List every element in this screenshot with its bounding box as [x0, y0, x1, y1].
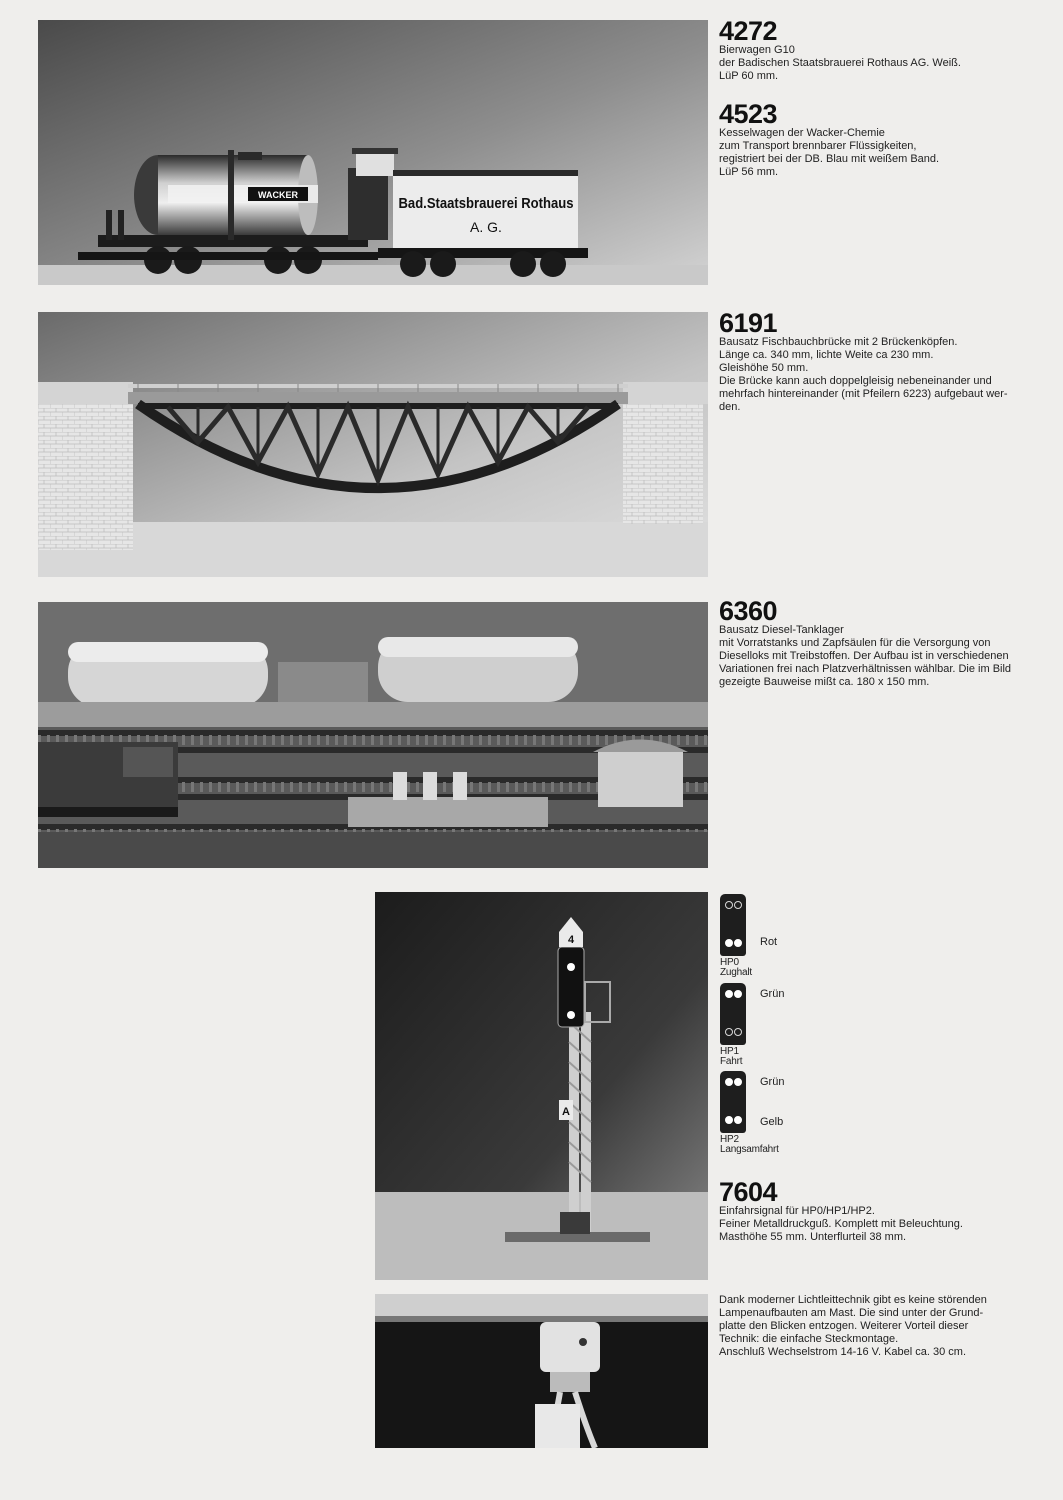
tank-logo: WACKER — [258, 190, 298, 200]
product-6191 — [719, 310, 1008, 414]
footnote-line: Dank moderner Lichtleittechnik gibt es keine störenden — [719, 1294, 987, 1306]
product-desc-line: mehrfach hintereinander (mit Pfeilern 6223) aufgebaut wer- — [719, 388, 1008, 400]
lamp-bottom-right — [734, 939, 742, 947]
product-desc-line: Bierwagen G10 — [719, 44, 795, 56]
beer-wagon-line2: A. G. — [470, 219, 502, 235]
photo-bridge — [38, 312, 708, 577]
lamp-top-right — [734, 901, 742, 909]
photo-signal-underfloor — [375, 1294, 708, 1448]
beer-wagon-line1: Bad.Staatsbrauerei Rothaus — [398, 195, 574, 212]
product-desc-line: Die Brücke kann auch doppelgleisig nebeneinander und — [719, 375, 992, 387]
aspect-code: HP1 — [720, 1046, 739, 1057]
footnote-line: Technik: die einfache Steckmontage. — [719, 1333, 899, 1345]
signal-head-diagram — [720, 1071, 746, 1133]
lamp-bottom-left — [725, 1028, 733, 1036]
aspect-top-label: Grün — [760, 988, 785, 1000]
signal-footnote — [719, 1294, 987, 1359]
product-desc-line: LüP 60 mm. — [719, 70, 779, 82]
aspect-bottom-label: Gelb — [760, 1116, 784, 1128]
lamp-top-right — [734, 990, 742, 998]
lamp-top-left — [725, 901, 733, 909]
product-7604 — [719, 1179, 963, 1244]
product-desc-line: Kesselwagen der Wacker-Chemie — [719, 127, 885, 139]
signal-plate-mid: A — [562, 1106, 570, 1118]
lamp-bottom-left — [725, 1116, 733, 1124]
signal-head-diagram — [720, 894, 746, 956]
product-number: 6191 — [719, 308, 778, 338]
product-number: 7604 — [719, 1177, 778, 1207]
lamp-bottom-left — [725, 939, 733, 947]
product-4523 — [719, 101, 939, 179]
footnote-line: Anschluß Wechselstrom 14-16 V. Kabel ca. 30 cm. — [719, 1346, 967, 1358]
aspect-code: HP2 — [720, 1134, 739, 1145]
lamp-top-left — [725, 990, 733, 998]
product-number: 4523 — [719, 99, 778, 129]
aspect-top-label: Grün — [760, 1076, 785, 1088]
product-desc-line: Variationen frei nach Platzverhältnissen wählbar. Die im Bild — [719, 663, 1012, 675]
product-desc-line: Einfahrsignal für HP0/HP1/HP2. — [719, 1205, 875, 1217]
product-desc-line: zum Transport brennbarer Flüssigkeiten, — [719, 140, 917, 152]
product-desc-line: Bausatz Diesel-Tanklager — [719, 624, 844, 636]
product-desc-line: den. — [719, 401, 741, 413]
photo-wagons — [38, 20, 708, 285]
product-desc-line: Feiner Metalldruckguß. Komplett mit Beleuchtung. — [719, 1218, 963, 1230]
photo-signal — [375, 892, 708, 1280]
signal-plate-top: 4 — [567, 934, 575, 946]
photo-diesel-depot — [38, 602, 708, 868]
aspect-name: Langsamfahrt — [720, 1144, 779, 1155]
signal-head-diagram — [720, 983, 746, 1045]
product-desc-line: registriert bei der DB. Blau mit weißem Band. — [719, 153, 940, 165]
aspect-bottom-label: Rot — [760, 936, 778, 948]
lamp-bottom-right — [734, 1116, 742, 1124]
lamp-top-left — [725, 1078, 733, 1086]
footnote-line: platte den Blicken entzogen. Weiterer Vorteil dieser — [719, 1320, 969, 1332]
aspect-code: HP0 — [720, 957, 739, 968]
product-desc-line: gezeigte Bauweise mißt ca. 180 x 150 mm. — [719, 676, 930, 688]
footnote-line: Lampenaufbauten am Mast. Die sind unter der Grund- — [719, 1307, 984, 1319]
product-number: 4272 — [719, 16, 778, 46]
product-desc-line: Bausatz Fischbauchbrücke mit 2 Brückenköpfen. — [719, 336, 958, 348]
product-4272 — [719, 18, 961, 83]
product-desc-line: Masthöhe 55 mm. Unterflurteil 38 mm. — [719, 1231, 907, 1243]
lamp-bottom-right — [734, 1028, 742, 1036]
product-desc-line: Gleishöhe 50 mm. — [719, 362, 809, 374]
product-desc-line: Dieselloks mit Treibstoffen. Der Aufbau ist in verschiedenen — [719, 650, 1009, 662]
product-desc-line: mit Vorratstanks und Zapfsäulen für die Versorgung von — [719, 637, 991, 649]
product-number: 6360 — [719, 596, 778, 626]
aspect-name: Fahrt — [720, 1056, 743, 1067]
aspect-name: Zughalt — [720, 967, 752, 978]
product-desc-line: Länge ca. 340 mm, lichte Weite ca 230 mm. — [719, 349, 934, 361]
product-desc-line: der Badischen Staatsbrauerei Rothaus AG. Weiß. — [719, 57, 961, 69]
product-desc-line: LüP 56 mm. — [719, 166, 779, 178]
product-6360 — [719, 598, 1011, 689]
lamp-top-right — [734, 1078, 742, 1086]
